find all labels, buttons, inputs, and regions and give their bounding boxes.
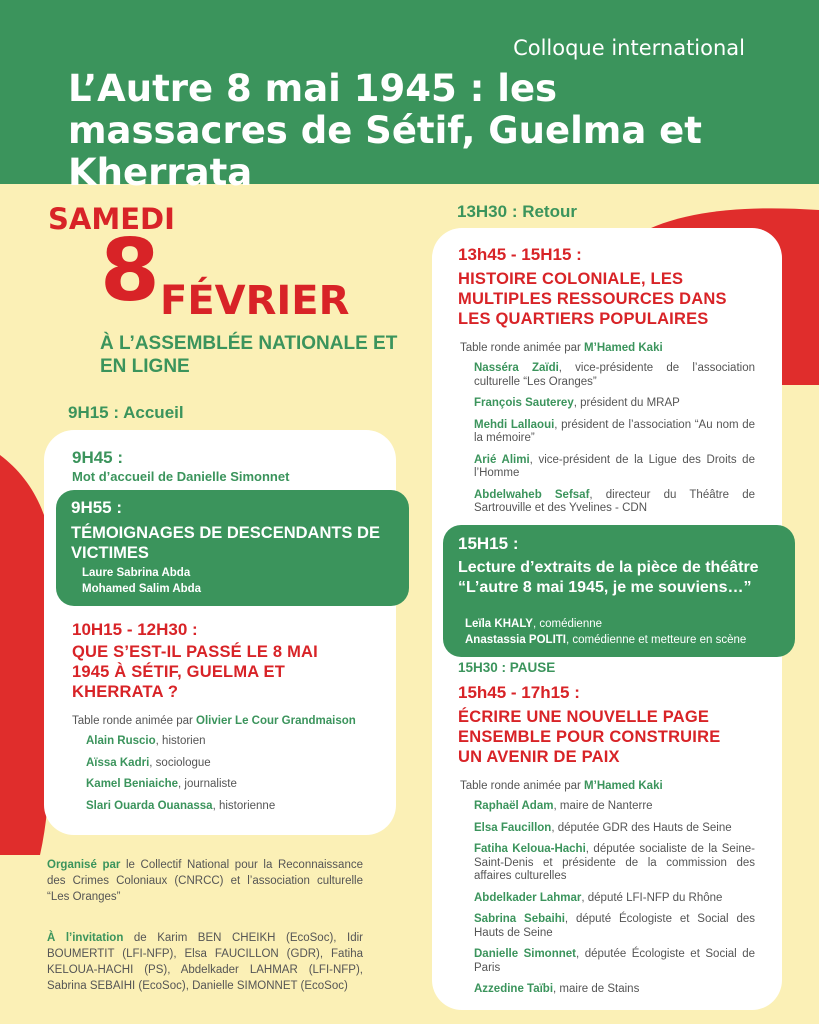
speaker: Alain Ruscio, historien xyxy=(86,735,206,747)
accueil-time: 9H15 : Accueil xyxy=(68,403,184,422)
session-time: 9H45 : xyxy=(72,448,124,467)
moderator: Table ronde animée par M’Hamed Kaki xyxy=(460,342,663,354)
retour-time: 13H30 : Retour xyxy=(457,202,577,221)
speaker: Aïssa Kadri, sociologue xyxy=(86,756,211,769)
session-roundtable-1 xyxy=(72,620,368,813)
speaker: Raphaël Adam, maire de Nanterre xyxy=(474,800,653,812)
session-time: 10H15 - 12H30 : xyxy=(72,620,198,639)
speaker: Leïla KHALY, comédienne xyxy=(465,618,603,630)
moderator: Table ronde animée par Olivier Le Cour Grandmaison xyxy=(72,715,356,727)
speaker: Abdelkader Lahmar, député LFI-NFP du Rhône xyxy=(474,891,723,904)
speaker: Arié Alimi, vice-président de la Ligue des Droits de l’Homme xyxy=(474,453,755,479)
session-title: HISTOIRE COLONIALE, LES MULTIPLES RESSOURCES DANS LES QUARTIERS POPULAIRES xyxy=(458,270,727,328)
session-title: QUE S’EST-IL PASSÉ LE 8 MAI 1945 À SÉTIF, GUELMA ET KHERRATA ? xyxy=(72,643,318,701)
speaker: Azzedine Taïbi, maire de Stains xyxy=(474,983,640,995)
session-title: Mot d’accueil de Danielle Simonnet xyxy=(72,469,290,484)
session-time: 15h45 - 17h15 : xyxy=(458,683,580,702)
day-label: SAMEDI xyxy=(48,202,175,236)
speaker: Abdelwaheb Sefsaf, directeur du Théâtre de Sartrouville et des Yvelines - CDN xyxy=(474,488,755,514)
event-title: L’Autre 8 mai 1945 : les massacres de Sétif, Guelma et Kherrata xyxy=(68,67,702,194)
date-number: 8 xyxy=(100,221,160,321)
session-time: 9H55 : xyxy=(71,498,123,517)
speaker: Danielle Simonnet, députée Écologiste et Social de Paris xyxy=(474,948,755,974)
organizers-note: Organisé par le Collectif National pour la Reconnaissance des Crimes Coloniaux (CNRCC) et l’association culturelle “Les Oranges” xyxy=(47,859,363,903)
session-roundtable-3 xyxy=(458,683,758,997)
session-title: TÉMOIGNAGES DE DESCENDANTS DE VICTIMES xyxy=(71,524,380,562)
speaker: Mehdi Lallaoui, président de l’association “Au nom de la mémoire” xyxy=(474,418,755,444)
speaker: François Sauterey, président du MRAP xyxy=(474,397,680,409)
speaker: Kamel Beniaiche, journaliste xyxy=(86,778,237,790)
speaker: Elsa Faucillon, députée GDR des Hauts de Seine xyxy=(474,821,732,834)
speaker: Slari Ouarda Ouanassa, historienne xyxy=(86,799,276,812)
session-title: Lecture d’extraits de la pièce de théâtre “L’autre 8 mai 1945, je me souviens…” xyxy=(458,559,759,596)
speaker: Laure Sabrina Abda xyxy=(82,567,191,579)
moderator: Table ronde animée par M’Hamed Kaki xyxy=(460,780,663,792)
speaker: Sabrina Sebaihi, député Écologiste et Social des Hauts de Seine xyxy=(474,913,755,939)
session-roundtable-2 xyxy=(458,245,758,516)
session-testimonies xyxy=(56,490,409,606)
speaker: Nasséra Zaïdi, vice-présidente de l’association culturelle “Les Oranges” xyxy=(474,362,755,388)
session-title: ÉCRIRE UNE NOUVELLE PAGE ENSEMBLE POUR CONSTRUIRE UN AVENIR DE PAIX xyxy=(458,708,721,766)
session-reading xyxy=(443,525,795,657)
session-welcome xyxy=(72,448,392,484)
date-month: FÉVRIER xyxy=(160,278,350,324)
speaker: Anastassia POLITI, comédienne et metteure en scène xyxy=(465,634,747,646)
speaker: Fatiha Keloua-Hachi, députée socialiste de la Seine-Saint-Denis et présidente de la commission des affaires culturelles xyxy=(474,843,755,882)
session-time: 13h45 - 15H15 : xyxy=(458,245,582,264)
session-time: 15H15 : xyxy=(458,534,519,553)
pause-time: 15H30 : PAUSE xyxy=(458,660,556,675)
invitation-note: À l’invitation de Karim BEN CHEIKH (EcoSoc), Idir BOUMERTIT (LFI-NFP), Elsa FAUCILLON (GDR), Fatiha KELOUA-HACHI (PS), Abdelkader LAHMAR (LFI-NFP), Sabrina SEBAIHI (EcoSoc), Danielle SIMONNET (EcoSoc) xyxy=(47,932,363,992)
speaker: Mohamed Salim Abda xyxy=(82,583,202,595)
venue: À L’ASSEMBLÉE NATIONALE ET EN LIGNE xyxy=(100,333,398,377)
header-banner xyxy=(0,0,819,194)
event-type: Colloque international xyxy=(513,36,745,60)
